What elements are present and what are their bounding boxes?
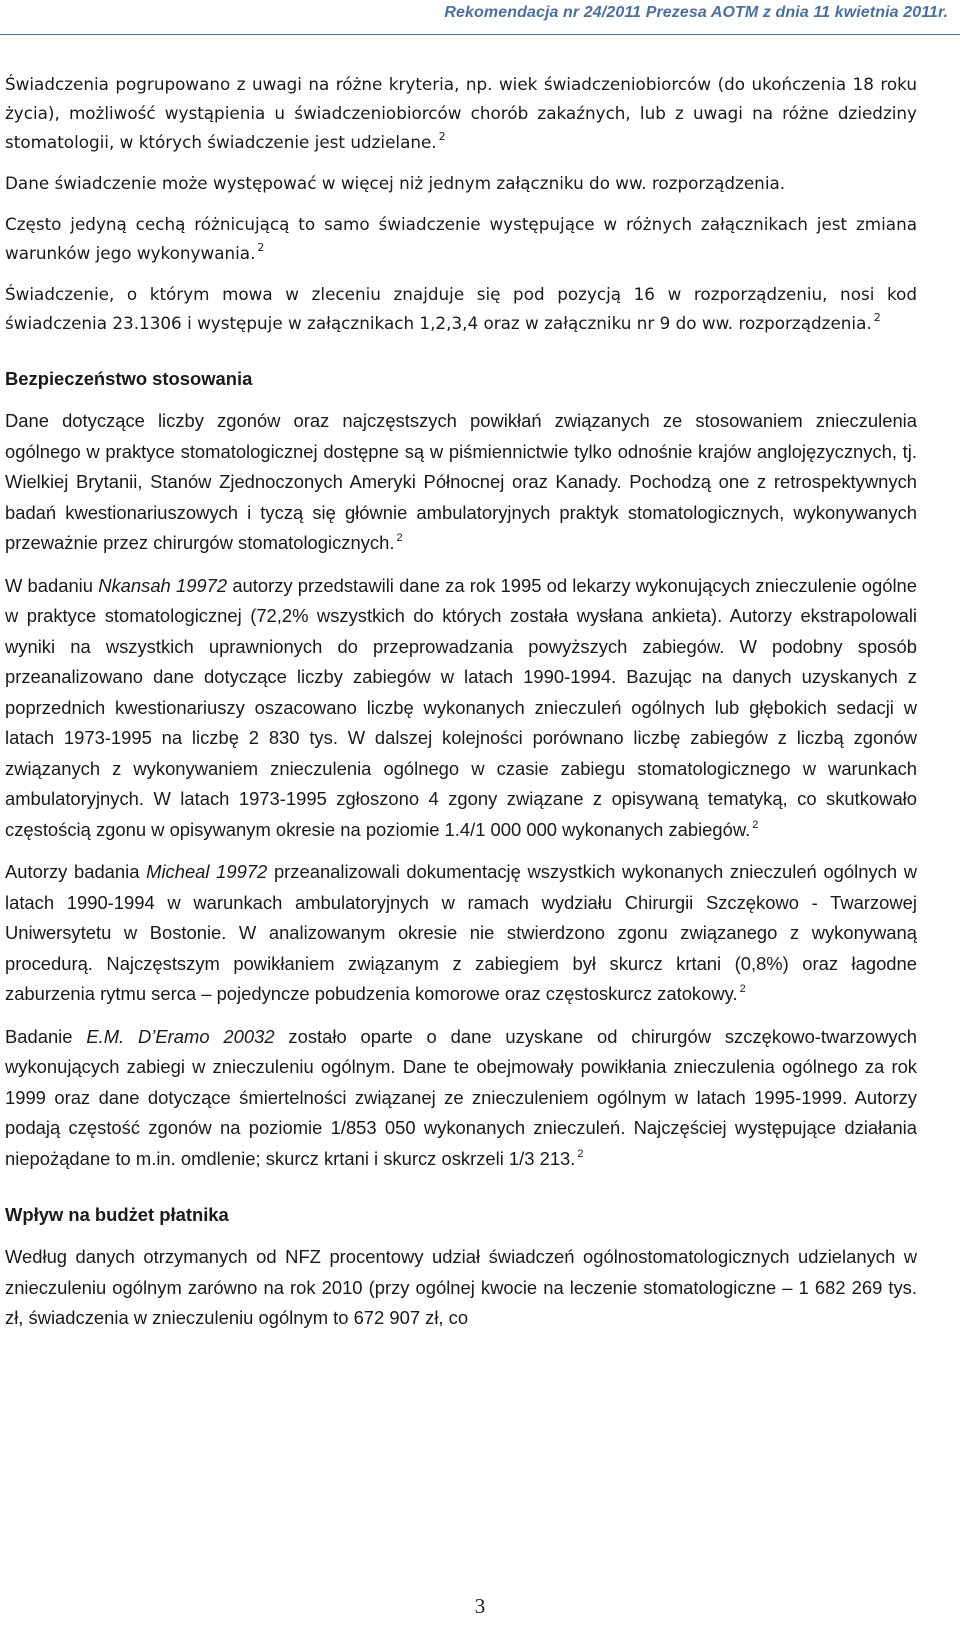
paragraph [5,571,917,846]
document-body [5,70,917,1346]
paragraph [5,857,917,1010]
section-heading-safety: Bezpieczeństwo stosowania [5,368,253,389]
citation: E.M. D’Eramo 20032 [86,1025,275,1047]
paragraph [5,1022,917,1175]
page-number: 3 [474,1594,486,1618]
citation: Micheal 19972 [146,861,268,882]
header-rule [0,34,960,35]
footnote-ref: 2 [577,1147,584,1160]
footnote-ref: 2 [752,818,759,831]
paragraph [5,70,917,157]
paragraph-text: Badanie [5,1025,87,1047]
section-heading-budget: Wpływ na budżet płatnika [5,1204,229,1225]
footnote-ref: 2 [739,983,746,995]
paragraph [5,1242,917,1334]
paragraph [5,280,917,338]
paragraph-text: Dane świadczenie może występować w więcej niż jednym załączniku do ww. rozporządzenia. [5,173,786,193]
paragraph-text: Świadczenia pogrupowano z uwagi na różne kryteria, np. wiek świadczeniobiorców (do ukończenia 18 roku życia), możliwość wystąpienia u świadczeniobiorców chorób zakaźnych, lub z uwagi na różne dziedziny stomatologii, w których świadczenie jest udzielane. [5,74,917,152]
paragraph-text: Często jedyną cechą różnicującą to samo świadczenie występujące w różnych załącznikach jest zmiana warunków jego wykonywania. [5,214,917,263]
paragraph-text: Według danych otrzymanych od NFZ procentowy udział świadczeń ogólnostomatologicznych udzielanych w znieczuleniu ogólnym zarówno na rok 2010 (przy ogólnej kwocie na leczenie stomatologiczne – 1 682 269 tys. zł, świadczenia w znieczuleniu ogólnym to 672 907 zł, co [5,1246,917,1328]
paragraph-text: Świadczenie, o którym mowa w zleceniu znajduje się pod pozycją 16 w rozporządzeniu, nosi kod świadczenia 23.1306 i występuje w załącznikach 1,2,3,4 oraz w załączniku nr 9 do ww. rozporządzenia. [5,284,917,333]
paragraph [5,169,917,198]
footnote-ref: 2 [257,241,265,254]
document-header: Rekomendacja nr 24/2011 Prezesa AOTM z dnia 11 kwietnia 2011r. [444,4,948,21]
footnote-ref: 2 [396,532,403,544]
paragraph-text: Autorzy badania [5,861,147,882]
paragraph [5,210,917,268]
paragraph-text: Dane dotyczące liczby zgonów oraz najczęstszych powikłań związanych ze stosowaniem znieczulenia ogólnego w praktyce stomatologicznej dostępne są w piśmiennictwie tylko odnośnie krajów anglojęzycznych, tj. Wielkiej Brytanii, Stanów Zjednoczonych Ameryki Północnej oraz Kanady. Pochodzą one z retrospektywnych badań kwestionariuszowych i tyczą się głównie ambulatoryjnych praktyk stomatologicznych, wykonywanych przeważnie przez chirurgów stomatologicznych. [5,410,917,553]
footnote-ref: 2 [873,311,881,324]
citation: Nkansah 19972 [98,574,228,596]
paragraph-text: autorzy przedstawili dane za rok 1995 od lekarzy wykonujących znieczulenie ogólne w praktyce stomatologicznej (72,2% wszystkich do których została wysłana ankieta). Autorzy ekstrapolowali wyniki na wszystkich uprawnionych do przeprowadzania powyższych zabiegów. W podobny sposób przeanalizowano dane dotyczące liczby zabiegów w latach 1990-1994. Bazując na danych uzyskanych z poprzednich kwestionariuszy oszacowano liczbę wykonanych znieczuleń ogólnych lub głębokich sedacji w latach 1973-1995 na liczbę 2 830 tys. W dalszej kolejności porównano liczbę zabiegów z liczbą zgonów związanych z wykonywaniem znieczulenia ogólnego w czasie zabiegu stomatologicznego w warunkach ambulatoryjnych. W latach 1973-1995 zgłoszono 4 zgony związane z opisywaną tematyką, co skutkowało częstością zgonu w opisywanym okresie na poziomie 1.4/1 000 000 wykonanych zabiegów. [5,574,918,840]
footnote-ref: 2 [438,130,446,143]
paragraph-text: przeanalizowali dokumentację wszystkich wykonanych znieczuleń ogólnych w latach 1990-1994 w warunkach ambulatoryjnych w ramach wydziału Chirurgii Szczękowo - Twarzowej Uniwersytetu w Bostonie. W analizowanym okresie nie stwierdzono zgonu związanego z wykonywaną procedurą. Najczęstszym powikłaniem związanym z zabiegiem był skurcz krtani (0,8%) oraz łagodne zaburzenia rytmu serca – pojedyncze pobudzenia komorowe oraz częstoskurcz zatokowy. [5,861,917,1004]
paragraph-text: zostało oparte o dane uzyskane od chirurgów szczękowo-twarzowych wykonujących zabiegi w znieczuleniu ogólnym. Dane te obejmowały powikłania znieczulenia ogólnego za rok 1999 oraz dane dotyczące śmiertelności związanej ze znieczuleniem ogólnym w latach 1995-1999. Autorzy podają częstość zgonów na poziomie 1/853 050 wykonanych znieczuleń. Najczęściej występujące działania niepożądane to m.in. omdlenie; skurcz krtani i skurcz oskrzeli 1/3 213. [5,1025,917,1169]
paragraph-text: W badaniu [5,574,99,596]
paragraph [5,406,917,559]
